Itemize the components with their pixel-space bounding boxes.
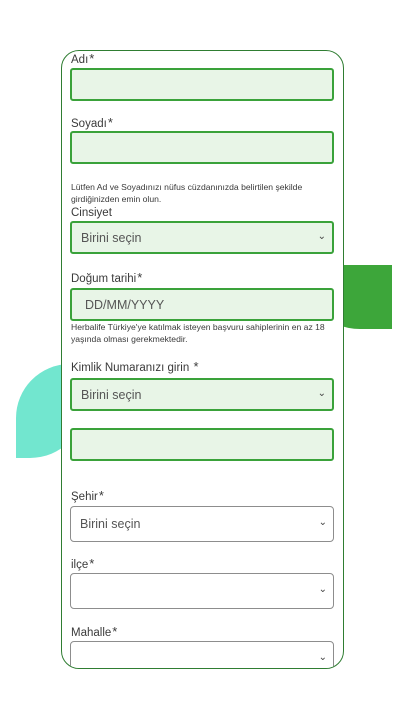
chevron-down-icon: ⌄ <box>317 388 326 399</box>
chevron-down-icon: ⌄ <box>318 517 327 528</box>
id-type-select[interactable] <box>70 378 334 411</box>
first-name-label: Adı* <box>71 51 95 66</box>
chevron-down-icon: ⌄ <box>317 231 326 242</box>
id-type-select-value: Birini seçin <box>81 388 142 402</box>
age-help-text: Herbalife Türkiye'ye katılmak isteyen başvuru sahiplerinin en az 18 yaşında olması gerekmektedir. <box>71 322 325 344</box>
registration-form-card <box>61 50 344 669</box>
chevron-down-icon: ⌄ <box>318 584 327 595</box>
last-name-input[interactable] <box>70 131 334 164</box>
birth-date-label: Doğum tarihi* <box>71 270 143 285</box>
gender-select-value: Birini seçin <box>81 231 142 245</box>
birth-date-placeholder: DD/MM/YYYY <box>85 298 165 312</box>
gender-select[interactable] <box>70 221 334 254</box>
gender-label: Cinsiyet <box>71 207 112 219</box>
district-label: ilçe* <box>71 556 95 571</box>
city-label: Şehir* <box>71 488 104 503</box>
id-number-input[interactable] <box>70 428 334 461</box>
chevron-down-icon: ⌄ <box>318 652 327 663</box>
id-type-label: Kimlik Numaranızı girin * <box>71 359 199 374</box>
city-select[interactable] <box>70 506 334 542</box>
neighborhood-label: Mahalle* <box>71 624 118 639</box>
first-name-input[interactable] <box>70 68 334 101</box>
last-name-label: Soyadı* <box>71 115 113 130</box>
name-help-text: Lütfen Ad ve Soyadınızı nüfus cüzdanınızda belirtilen şekilde girdiğinizden emin olun. <box>71 182 303 204</box>
neighborhood-select[interactable] <box>70 641 334 669</box>
city-select-value: Birini seçin <box>80 517 141 531</box>
district-select[interactable] <box>70 573 334 609</box>
birth-date-input[interactable] <box>70 288 334 321</box>
